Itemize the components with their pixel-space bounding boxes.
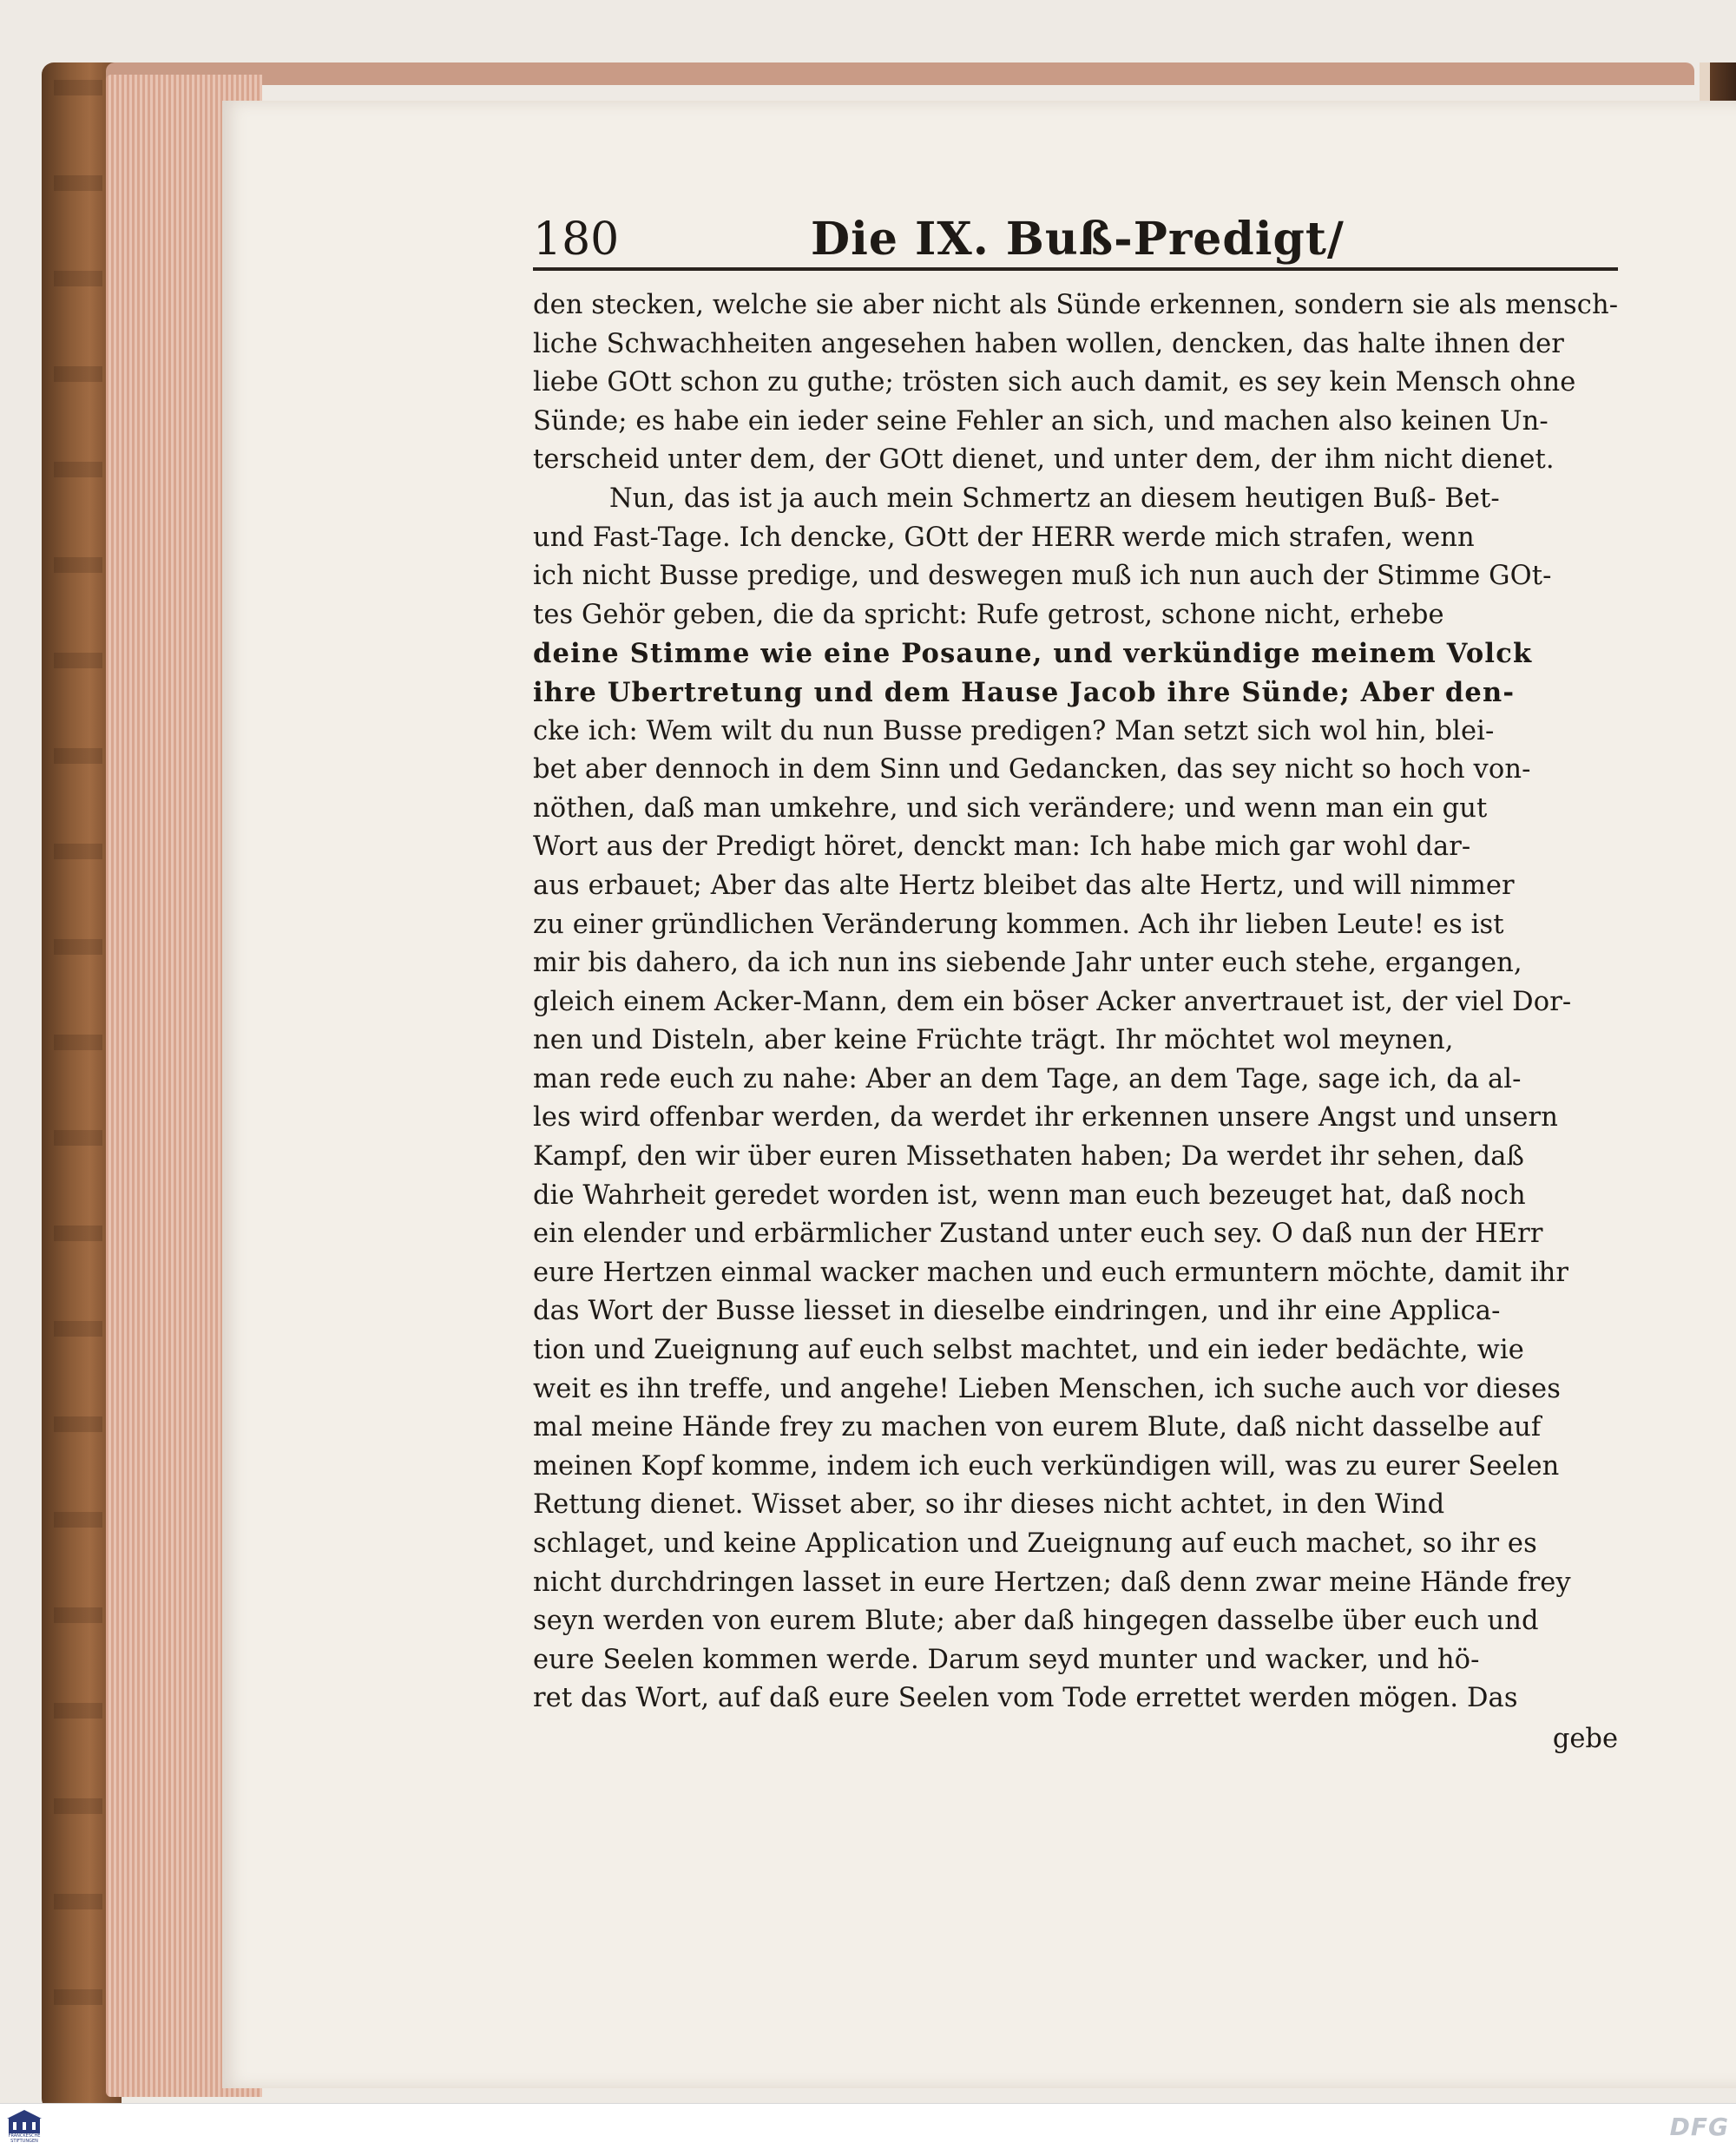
text-line-emphasis: deine Stimme wie eine Posaune, und verkündige meinem Volck — [533, 638, 1533, 670]
text-line: Wort aus der Predigt höret, denckt man: Ich habe mich gar wohl dar- — [533, 831, 1471, 863]
text-line: Kampf, den wir über euren Missethaten haben; Da werdet ihr sehen, daß — [533, 1141, 1524, 1173]
text-line: tes Gehör geben, die da spricht: Rufe getrost, schone nicht, erhebe — [533, 599, 1444, 630]
text-line: ein elender und erbärmlicher Zustand unter euch sey. O daß nun der HErr — [533, 1219, 1543, 1250]
text-line: ich nicht Busse predige, und deswegen muß ich nun auch der Stimme GOt- — [533, 561, 1552, 592]
text-line: und Fast-Tage. Ich dencke, GOtt der HERR werde mich strafen, wenn — [533, 522, 1475, 553]
viewer-footer — [0, 2103, 1736, 2149]
text-line: nicht durchdringen lasset in eure Hertzen; daß denn zwar meine Hände frey — [533, 1567, 1571, 1598]
text-line-emphasis: ihre Ubertretung und dem Hause Jacob ihre Sünde; Aber den- — [533, 676, 1516, 708]
body-text — [533, 286, 1618, 1758]
text-line: weit es ihn treffe, und angehe! Lieben Menschen, ich suche auch vor dieses — [533, 1373, 1561, 1404]
text-line: mir bis dahero, da ich nun ins siebende Jahr unter euch stehe, ergangen, — [533, 948, 1522, 979]
text-line: das Wort der Busse liesset in dieselbe eindringen, und ihr eine Applica- — [533, 1296, 1501, 1327]
text-line: meinen Kopf komme, indem ich euch verkündigen will, was zu eurer Seelen — [533, 1450, 1560, 1482]
text-line: man rede euch zu nahe: Aber an dem Tage, an dem Tage, sage ich, da al- — [533, 1063, 1522, 1094]
text-line: gleich einem Acker-Mann, dem ein böser Acker anvertrauet ist, der viel Dor- — [533, 986, 1572, 1017]
text-line: schlaget, und keine Application und Zueignung auf euch machet, so ihr es — [533, 1528, 1537, 1559]
text-line: bet aber dennoch in dem Sinn und Gedancken, das sey nicht so hoch von- — [533, 754, 1531, 785]
text-line: seyn werden von eurem Blute; aber daß hingegen dasselbe über euch und — [533, 1606, 1539, 1637]
page-number: 180 — [533, 214, 620, 266]
page-text-block — [533, 207, 1618, 1758]
text-line: liche Schwachheiten angesehen haben wollen, dencken, das halte ihnen der — [533, 328, 1564, 359]
text-line: aus erbauet; Aber das alte Hertz bleibet das alte Hertz, und will nimmer — [533, 870, 1515, 901]
text-line: liebe GOtt schon zu guthe; trösten sich auch damit, es sey kein Mensch ohne — [533, 367, 1576, 398]
text-line: eure Hertzen einmal wacker machen und euch ermuntern möchte, damit ihr — [533, 1257, 1569, 1288]
text-line: les wird offenbar werden, da werdet ihr erkennen unsere Angst und unsern — [533, 1102, 1558, 1134]
text-line: terscheid unter dem, der GOtt dienet, und unter dem, der ihm nicht dienet. — [533, 444, 1555, 476]
text-line: ret das Wort, auf daß eure Seelen vom Tode errettet werden mögen. Das — [533, 1683, 1518, 1714]
dfg-logo[interactable]: DFG — [1669, 2113, 1729, 2141]
text-line: Rettung dienet. Wisset aber, so ihr dieses nicht achtet, in den Wind — [533, 1489, 1445, 1521]
text-line: cke ich: Wem wilt du nun Busse predigen? Man setzt sich wol hin, blei- — [533, 715, 1495, 746]
text-line: eure Seelen kommen werde. Darum seyd munter und wacker, und hö- — [533, 1644, 1480, 1675]
page-edges-top — [106, 62, 1694, 85]
text-line: Sünde; es habe ein ieder seine Fehler an sich, und machen also keinen Un- — [533, 405, 1549, 437]
text-line: zu einer gründlichen Veränderung kommen. Ach ihr lieben Leute! es ist — [533, 909, 1504, 940]
building-icon — [5, 2107, 43, 2137]
text-line: tion und Zueignung auf euch selbst machtet, und ein ieder bedächte, wie — [533, 1335, 1524, 1366]
binding-texture — [54, 80, 102, 2076]
text-line: nöthen, daß man umkehre, und sich verändere; und wenn man ein gut — [533, 792, 1488, 824]
running-head — [533, 207, 1618, 271]
text-line: die Wahrheit geredet worden ist, wenn man euch bezeuget hat, daß noch — [533, 1180, 1526, 1211]
logo-caption: FRANCKESCHE STIFTUNGEN — [8, 2133, 41, 2144]
text-line: den stecken, welche sie aber nicht als Sünde erkennen, sondern sie als mensch- — [533, 290, 1619, 320]
text-line: mal meine Hände frey zu machen von eurem Blute, daß nicht dasselbe auf — [533, 1412, 1542, 1443]
catchword: gebe — [1552, 1723, 1618, 1754]
text-line: nen und Disteln, aber keine Früchte trägt. Ihr möchtet wol meynen, — [533, 1025, 1454, 1056]
page-title: Die IX. Buß-Predigt/ — [811, 213, 1345, 266]
text-line: Nun, das ist ja auch mein Schmertz an diesem heutigen Buß- Bet- — [609, 483, 1500, 514]
